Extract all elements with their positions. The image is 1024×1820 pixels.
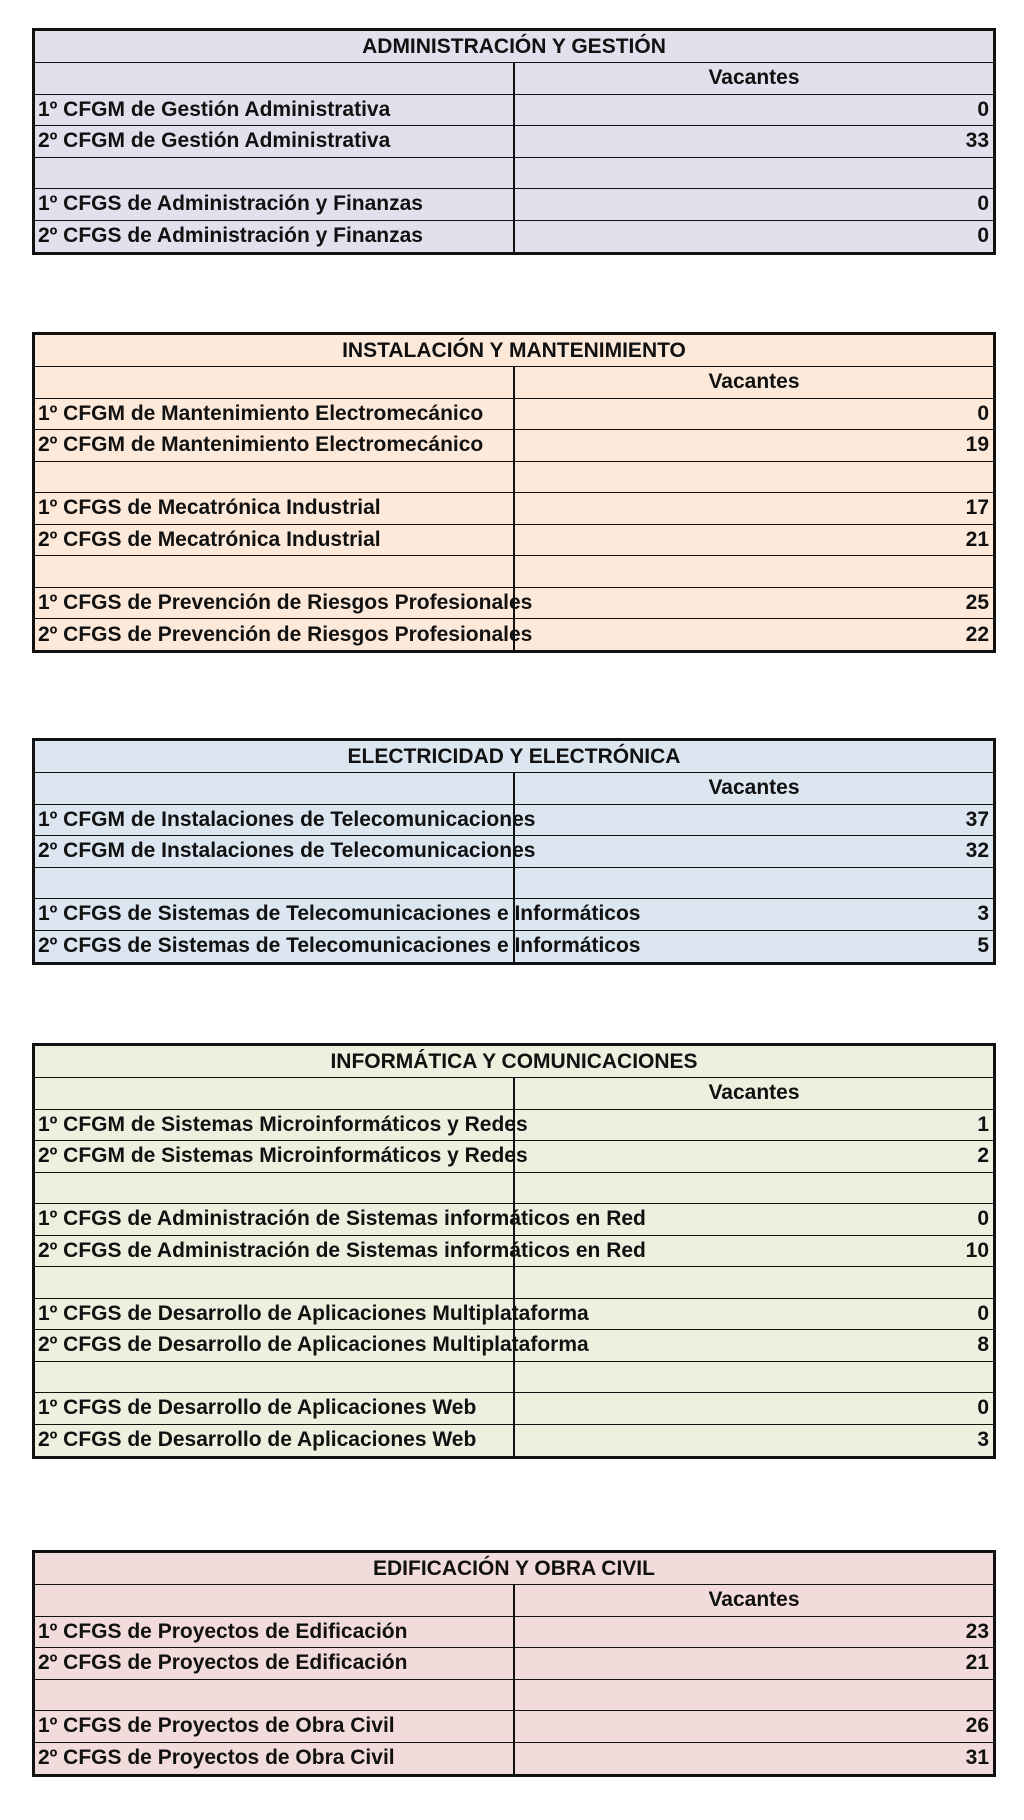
table-row bbox=[35, 220, 993, 252]
table-row bbox=[35, 1393, 993, 1425]
section-table bbox=[32, 332, 996, 653]
vacancy-count bbox=[514, 1361, 993, 1393]
vacantes-header: Vacantes bbox=[514, 367, 993, 399]
course-name: 1º CFGS de Mecatrónica Industrial bbox=[35, 493, 514, 525]
section-table bbox=[32, 28, 996, 255]
section-table bbox=[32, 1043, 996, 1459]
table-row bbox=[35, 398, 993, 430]
course-name: 1º CFGS de Administración y Finanzas bbox=[35, 189, 514, 221]
vacantes-header: Vacantes bbox=[514, 1078, 993, 1110]
section-title-row bbox=[35, 31, 993, 63]
course-name: 2º CFGS de Sistemas de Telecomunicaciones e Informáticos bbox=[35, 930, 514, 962]
table-row bbox=[35, 619, 993, 651]
course-name bbox=[35, 1172, 514, 1204]
table-row bbox=[35, 1742, 993, 1774]
vacancy-count: 0 bbox=[514, 94, 993, 126]
course-name bbox=[35, 1361, 514, 1393]
vacancy-count: 19 bbox=[514, 430, 993, 462]
course-name: 2º CFGS de Proyectos de Edificación bbox=[35, 1648, 514, 1680]
course-name: 2º CFGS de Administración de Sistemas informáticos en Red bbox=[35, 1235, 514, 1267]
course-name: 1º CFGS de Desarrollo de Aplicaciones Web bbox=[35, 1393, 514, 1425]
vacancy-count bbox=[514, 556, 993, 588]
column-header-row bbox=[35, 1585, 993, 1617]
course-name bbox=[35, 1679, 514, 1711]
table-row bbox=[35, 836, 993, 868]
column-header-row bbox=[35, 63, 993, 95]
section-table bbox=[32, 738, 996, 965]
course-name: 1º CFGS de Proyectos de Obra Civil bbox=[35, 1711, 514, 1743]
column-header-row bbox=[35, 773, 993, 805]
course-name: 1º CFGM de Mantenimiento Electromecánico bbox=[35, 398, 514, 430]
vacancy-count: 2 bbox=[514, 1141, 993, 1173]
section-title-row bbox=[35, 1046, 993, 1078]
table-row bbox=[35, 1330, 993, 1362]
vacancies-table bbox=[35, 1553, 993, 1774]
table-row bbox=[35, 930, 993, 962]
vacancy-count: 3 bbox=[977, 1428, 989, 1451]
section-title: ADMINISTRACIÓN Y GESTIÓN bbox=[35, 31, 993, 63]
vacancy-count: 1 bbox=[514, 1109, 993, 1141]
course-header-cell bbox=[35, 1078, 514, 1110]
section-title: INSTALACIÓN Y MANTENIMIENTO bbox=[35, 335, 993, 367]
course-name bbox=[35, 867, 514, 899]
table-row bbox=[35, 1141, 993, 1173]
table-row bbox=[35, 1424, 993, 1456]
column-header-row bbox=[35, 1078, 993, 1110]
table-row bbox=[35, 1204, 993, 1236]
course-header-cell bbox=[35, 367, 514, 399]
table-row bbox=[35, 126, 993, 158]
course-name: 1º CFGS de Desarrollo de Aplicaciones Multiplataforma bbox=[35, 1298, 514, 1330]
table-row bbox=[35, 94, 993, 126]
vacancy-count: 32 bbox=[514, 836, 993, 868]
vacancy-count: 17 bbox=[514, 493, 993, 525]
course-name: 2º CFGS de Mecatrónica Industrial bbox=[35, 524, 514, 556]
course-header-cell bbox=[35, 63, 514, 95]
course-name: 1º CFGS de Prevención de Riesgos Profesionales bbox=[35, 587, 514, 619]
section-table bbox=[32, 1550, 996, 1777]
table-row bbox=[35, 1648, 993, 1680]
spacer-row bbox=[35, 1361, 993, 1393]
table-row bbox=[35, 430, 993, 462]
vacancy-count: 10 bbox=[514, 1235, 993, 1267]
course-name: 1º CFGM de Gestión Administrativa bbox=[35, 94, 514, 126]
course-name: 2º CFGM de Mantenimiento Electromecánico bbox=[35, 430, 514, 462]
table-row bbox=[35, 189, 993, 221]
vacancy-count: 26 bbox=[514, 1711, 993, 1743]
spacer-row bbox=[35, 461, 993, 493]
vacancies-table bbox=[35, 335, 993, 650]
spacer-row bbox=[35, 157, 993, 189]
spacer-row bbox=[35, 556, 993, 588]
table-row bbox=[35, 1109, 993, 1141]
table-row bbox=[35, 1235, 993, 1267]
course-name bbox=[35, 461, 514, 493]
vacancy-count: 21 bbox=[514, 1648, 993, 1680]
column-header-row bbox=[35, 367, 993, 399]
section-title: INFORMÁTICA Y COMUNICACIONES bbox=[35, 1046, 993, 1078]
section-title-row bbox=[35, 335, 993, 367]
spacer-row bbox=[35, 1267, 993, 1299]
course-name: 2º CFGM de Gestión Administrativa bbox=[35, 126, 514, 158]
course-name: 2º CFGS de Prevención de Riesgos Profesionales bbox=[35, 619, 514, 651]
vacancy-count: 31 bbox=[965, 1746, 989, 1769]
vacancy-count: 37 bbox=[514, 804, 993, 836]
vacancy-count bbox=[514, 1267, 993, 1299]
course-name: 1º CFGS de Administración de Sistemas informáticos en Red bbox=[35, 1204, 514, 1236]
vacancy-count: 3 bbox=[514, 899, 993, 931]
table-row bbox=[35, 899, 993, 931]
course-header-cell bbox=[35, 773, 514, 805]
table-row bbox=[35, 1711, 993, 1743]
spacer-row bbox=[35, 867, 993, 899]
vacancy-count bbox=[514, 1679, 993, 1711]
vacancy-count: 8 bbox=[514, 1330, 993, 1362]
course-name: 2º CFGM de Sistemas Microinformáticos y Redes bbox=[35, 1141, 514, 1173]
vacancy-count: 0 bbox=[514, 189, 993, 221]
vacancies-table bbox=[35, 31, 993, 252]
table-row bbox=[35, 493, 993, 525]
course-name: 2º CFGS de Administración y Finanzas bbox=[35, 220, 514, 252]
table-row bbox=[35, 1616, 993, 1648]
vacantes-header: Vacantes bbox=[514, 773, 993, 805]
table-row bbox=[35, 804, 993, 836]
spacer-row bbox=[35, 1679, 993, 1711]
vacancy-count bbox=[514, 461, 993, 493]
section-title: ELECTRICIDAD Y ELECTRÓNICA bbox=[35, 741, 993, 773]
table-row bbox=[35, 524, 993, 556]
spacer-row bbox=[35, 1172, 993, 1204]
course-name: 2º CFGS de Desarrollo de Aplicaciones Web bbox=[35, 1424, 514, 1456]
course-name: 2º CFGM de Instalaciones de Telecomunicaciones bbox=[35, 836, 514, 868]
course-name bbox=[35, 157, 514, 189]
table-row bbox=[35, 587, 993, 619]
vacancy-count: 0 bbox=[514, 1298, 993, 1330]
vacancy-count bbox=[514, 157, 993, 189]
vacancy-count: 22 bbox=[965, 622, 989, 646]
section-title-row bbox=[35, 741, 993, 773]
course-name bbox=[35, 1267, 514, 1299]
section-title: EDIFICACIÓN Y OBRA CIVIL bbox=[35, 1553, 993, 1585]
vacancy-count: 5 bbox=[977, 934, 989, 957]
vacancy-count bbox=[514, 1172, 993, 1204]
vacancies-table bbox=[35, 1046, 993, 1456]
vacantes-header: Vacantes bbox=[514, 1585, 993, 1617]
course-name: 1º CFGS de Sistemas de Telecomunicaciones e Informáticos bbox=[35, 899, 514, 931]
vacancy-count bbox=[514, 867, 993, 899]
vacancy-count: 25 bbox=[514, 587, 993, 619]
vacancy-count: 23 bbox=[514, 1616, 993, 1648]
course-name bbox=[35, 556, 514, 588]
vacancy-count: 0 bbox=[514, 398, 993, 430]
course-name: 1º CFGS de Proyectos de Edificación bbox=[35, 1616, 514, 1648]
vacancy-count: 0 bbox=[514, 1393, 993, 1425]
table-row bbox=[35, 1298, 993, 1330]
vacancies-table bbox=[35, 741, 993, 962]
vacancy-count: 33 bbox=[514, 126, 993, 158]
section-title-row bbox=[35, 1553, 993, 1585]
course-name: 1º CFGM de Instalaciones de Telecomunicaciones bbox=[35, 804, 514, 836]
vacantes-header: Vacantes bbox=[514, 63, 993, 95]
course-name: 2º CFGS de Proyectos de Obra Civil bbox=[35, 1742, 514, 1774]
course-name: 1º CFGM de Sistemas Microinformáticos y Redes bbox=[35, 1109, 514, 1141]
course-header-cell bbox=[35, 1585, 514, 1617]
course-name: 2º CFGS de Desarrollo de Aplicaciones Multiplataforma bbox=[35, 1330, 514, 1362]
vacancy-count: 0 bbox=[514, 1204, 993, 1236]
vacancy-count: 0 bbox=[977, 224, 989, 247]
vacancy-count: 21 bbox=[514, 524, 993, 556]
